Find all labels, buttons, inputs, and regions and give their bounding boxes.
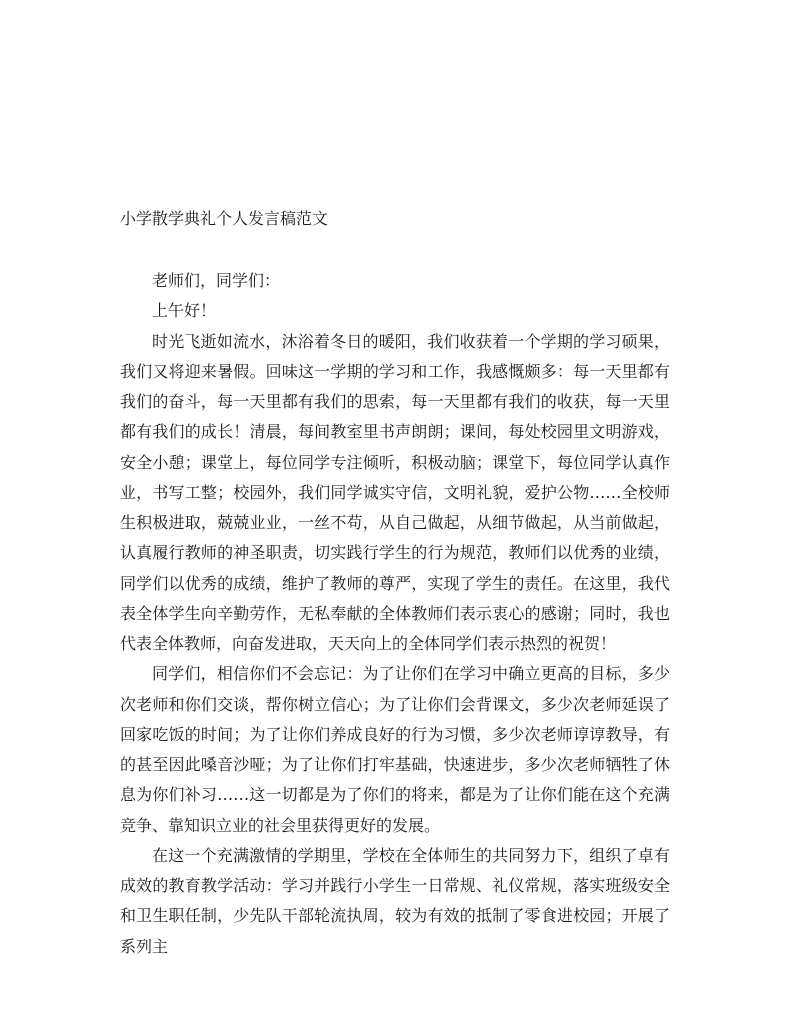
salutation-paragraph: 老师们，同学们： — [152, 271, 281, 290]
body-paragraph: 在这一个充满激情的学期里，学校在全体师生的共同努力下，组织了卓有成效的教育教学活动：学习并践行小学生一日常规、礼仪常规，落实班级安全和卫生职任制，少先队干部轮流执周，较为有效的抵制了零食进校园；开展了系列主 — [120, 845, 670, 956]
greeting-paragraph: 上午好！ — [152, 301, 217, 321]
document-title: 小学散学典礼个人发言稿范文 — [120, 209, 329, 228]
document-body — [120, 266, 670, 962]
body-paragraph: 同学们，相信你们不会忘记：为了让你们在学习中确立更高的目标，多少次老师和你们交谈，帮你树立信心；为了让你们会背课文，多少次老师延误了回家吃饭的时间；为了让你们养成良好的行为习惯，多少次老师谆谆教导，有的甚至因此嗓音沙哑；为了让你们打牢基础，快速进步，多少次老师牺牲了休息为你们补习……这一切都是为了你们的将来，都是为了让你们能在这个充满竞争、靠知识立业的社会里获得更好的发展。 — [120, 664, 670, 835]
body-paragraph: 时光飞逝如流水，沐浴着冬日的暖阳，我们收获着一个学期的学习硕果，我们又将迎来暑假。回味这一学期的学习和工作，我感慨颇多：每一天里都有我们的奋斗，每一天里都有我们的思索，每一天里都有我们的收获，每一天里都有我们的成长！清晨，每间教室里书声朗朗；课间，每处校园里文明游戏，安全小憩；课堂上，每位同学专注倾听，积极动脑；课堂下，每位同学认真作业，书写工整；校园外，我们同学诚实守信，文明礼貌，爱护公物……全校师生积极进取，兢兢业业，一丝不苟，从自己做起，从细节做起，从当前做起，认真履行教师的神圣职责，切实践行学生的行为规范，教师们以优秀的业绩，同学们以优秀的成绩，维护了教师的尊严，实现了学生的责任。在这里，我代表全体学生向辛勤劳作，无私奉献的全体教师们表示衷心的感谢；同时，我也代表全体教师，向奋发进取，天天向上的全体同学们表示热烈的祝贺！ — [120, 331, 670, 653]
